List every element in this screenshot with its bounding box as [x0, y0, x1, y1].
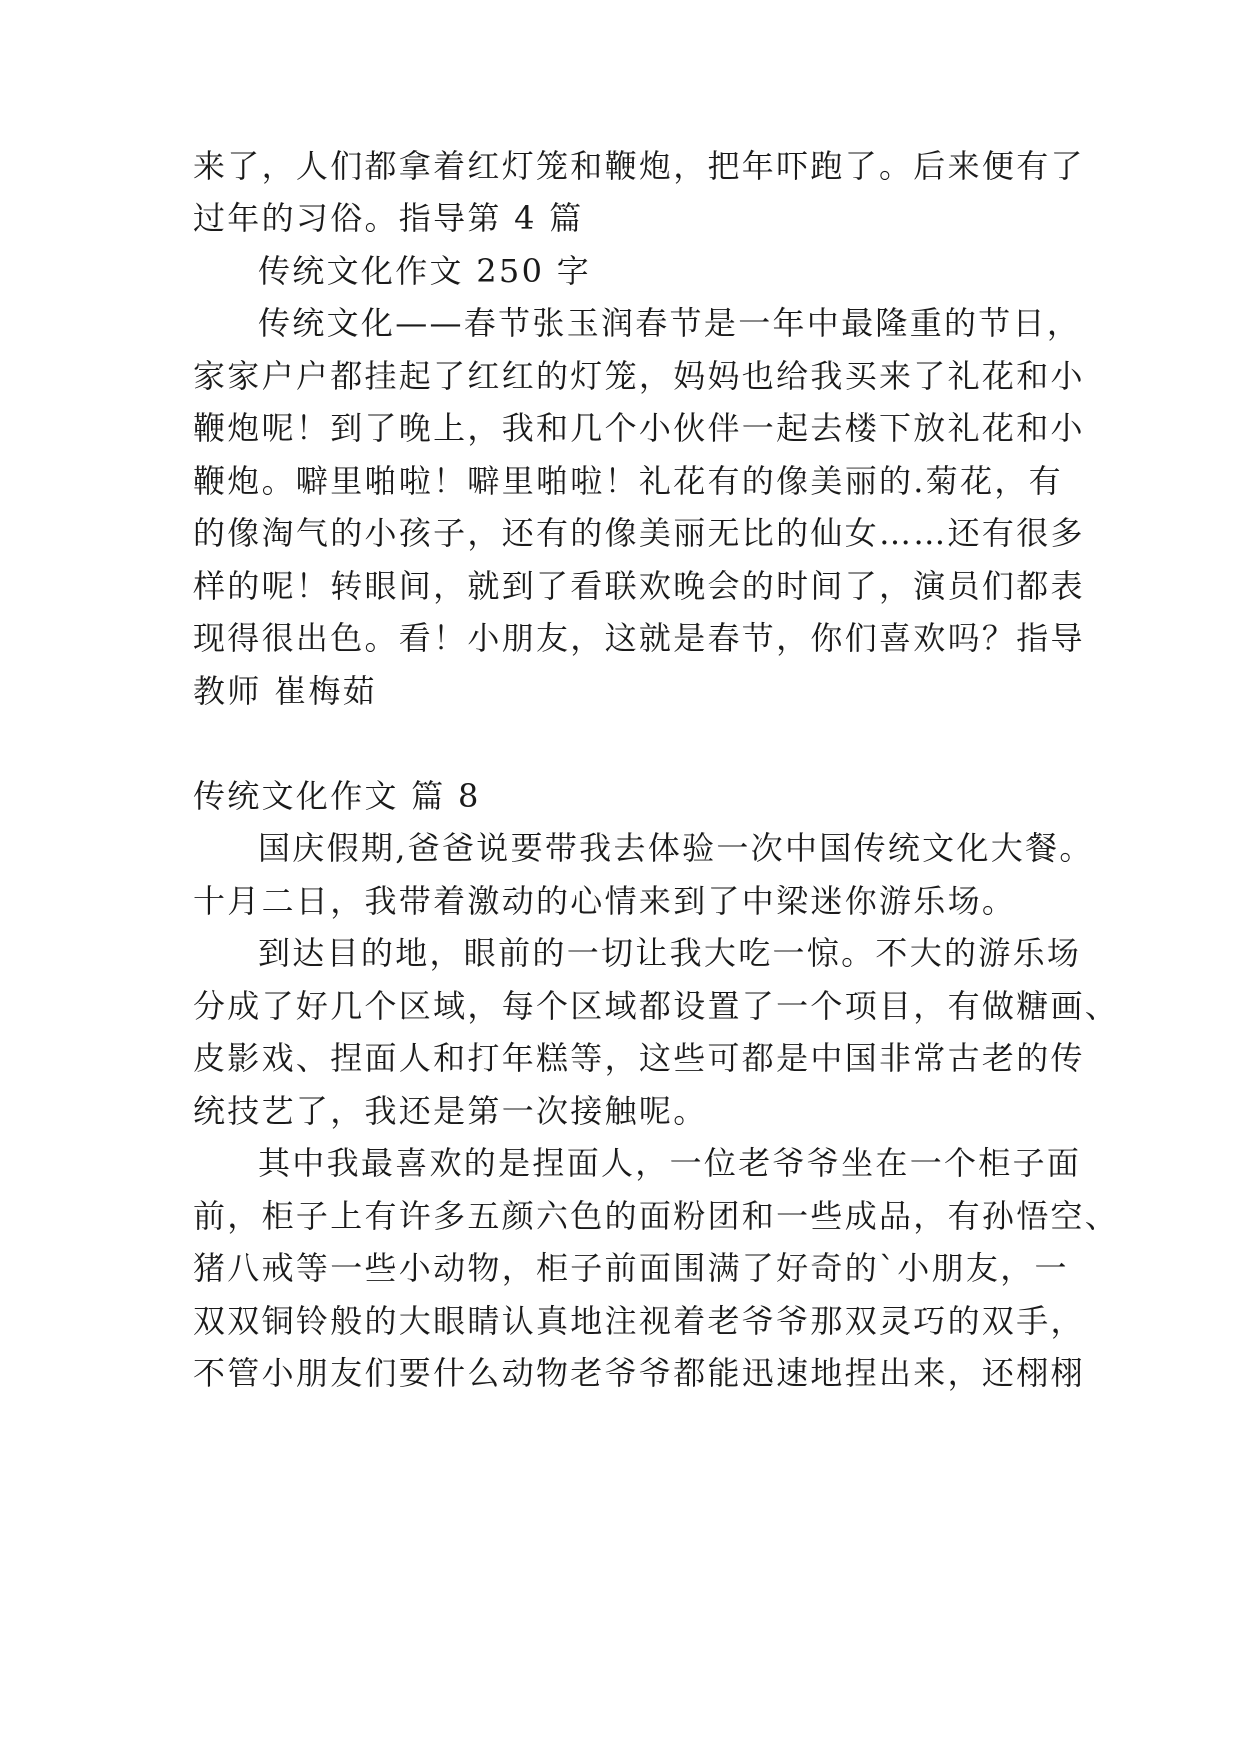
text-line: 鞭炮。噼里啪啦！噼里啪啦！礼花有的像美丽的.菊花，有 [193, 462, 1063, 500]
text-line: 前，柜子上有许多五颜六色的面粉团和一些成品，有孙悟空、 [193, 1197, 1120, 1235]
text-line: 教师 崔梅茹 [193, 672, 377, 710]
text-line: 猪八戒等一些小动物，柜子前面围满了好奇的`小朋友，一 [193, 1249, 1069, 1287]
section-title: 传统文化作文 篇 8 [193, 777, 481, 815]
text-line: 统技艺了，我还是第一次接触呢。 [193, 1092, 708, 1130]
text-line: 传统文化——春节张玉润春节是一年中最隆重的节日， [258, 304, 1082, 342]
text-line: 双双铜铃般的大眼睛认真地注视着老爷爷那双灵巧的双手， [193, 1302, 1085, 1340]
text-line: 其中我最喜欢的是捏面人，一位老爷爷坐在一个柜子面 [258, 1144, 1082, 1182]
section-subtitle: 传统文化作文 250 字 [258, 252, 592, 290]
text-line: 不管小朋友们要什么动物老爷爷都能迅速地捏出来，还栩栩 [193, 1354, 1085, 1392]
text-line: 现得很出色。看！小朋友，这就是春节，你们喜欢吗？指导 [193, 619, 1085, 657]
text-line: 分成了好几个区域，每个区域都设置了一个项目，有做糖画、 [193, 987, 1120, 1025]
text-line: 到达目的地，眼前的一切让我大吃一惊。不大的游乐场 [258, 934, 1082, 972]
text-line: 皮影戏、捏面人和打年糕等，这些可都是中国非常古老的传 [193, 1039, 1085, 1077]
text-line: 鞭炮呢！到了晚上，我和几个小伙伴一起去楼下放礼花和小 [193, 409, 1085, 447]
text-line: 国庆假期,爸爸说要带我去体验一次中国传统文化大餐。 [258, 829, 1094, 867]
text-line: 十月二日，我带着激动的心情来到了中梁迷你游乐场。 [193, 882, 1017, 920]
text-line: 的像淘气的小孩子，还有的像美丽无比的仙女……还有很多 [193, 514, 1085, 552]
text-line: 过年的习俗。指导第 4 篇 [193, 199, 584, 237]
text-line: 样的呢！转眼间，就到了看联欢晚会的时间了，演员们都表 [193, 567, 1085, 605]
text-line: 家家户户都挂起了红红的灯笼，妈妈也给我买来了礼花和小 [193, 357, 1085, 395]
text-line: 来了，人们都拿着红灯笼和鞭炮，把年吓跑了。后来便有了 [193, 147, 1085, 185]
